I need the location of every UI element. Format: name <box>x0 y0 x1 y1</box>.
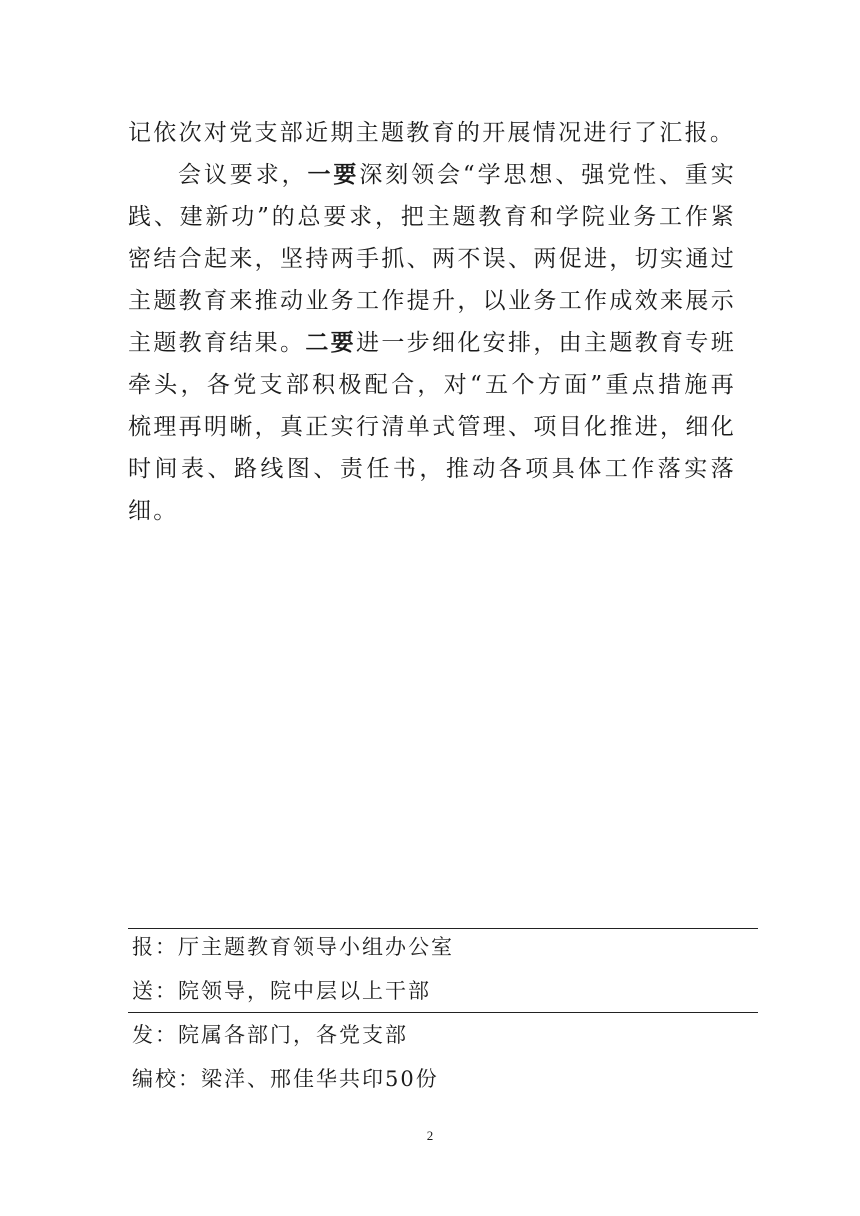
send-to-line: 送：院领导，院中层以上干部 <box>132 979 431 1003</box>
report-to-line: 报：厅主题教育领导小组办公室 <box>132 935 454 959</box>
body-text <box>128 112 736 532</box>
keyword-second: 二要 <box>305 329 357 356</box>
page-number: 2 <box>426 1128 434 1143</box>
issue-to-line: 发：院属各部门，各党支部 <box>132 1023 408 1047</box>
distribution-block <box>128 925 758 1101</box>
paragraph-continuation: 记依次对党支部近期主题教育的开展情况进行了汇报。 <box>128 120 736 146</box>
paragraph-meeting-requirements <box>128 154 736 532</box>
requirement-one-text: 深刻领会“学思想、强党性、重实践、建新功”的总要求，把主题教育和学院业务工作紧密结合起来，坚持两手抓、两不误、两促进，切实通过主题教育来推动业务工作提升，以业务工作成效来展示主题教育结果。 <box>128 162 737 356</box>
editors-line: 编校：梁洋、邢佳华共印50份 <box>132 1067 439 1091</box>
meeting-lead: 会议要求， <box>178 162 308 188</box>
requirement-two-text: 进一步细化安排，由主题教育专班牵头，各党支部积极配合，对“五个方面”重点措施再梳理再明晰，真正实行清单式管理、项目化推进，细化时间表、路线图、责任书，推动各项具体工作落实落细。 <box>128 330 736 524</box>
keyword-first: 一要 <box>307 161 360 188</box>
